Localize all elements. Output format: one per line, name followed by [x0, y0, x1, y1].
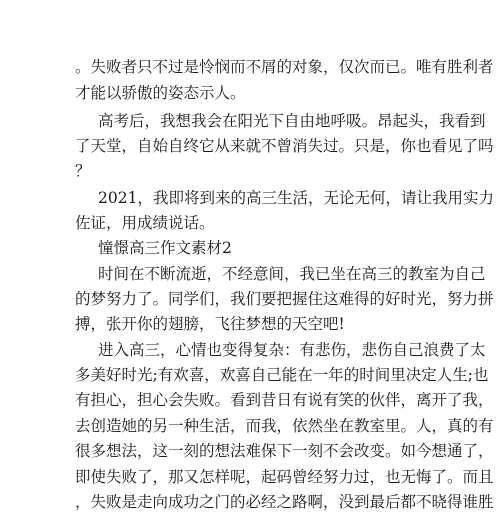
section-heading: 憧憬高三作文素材2 — [98, 239, 232, 257]
text-line: 进入高三，心情也变得复杂：有悲伤，悲伤自己浪费了太 — [98, 341, 486, 359]
text-line: 很多想法，这一刻的想法难保下一刻不会改变。如今想通了， — [75, 442, 494, 460]
text-line: 高考后，我想我会在阳光下自由地呼吸。昂起头，我看到 — [98, 112, 486, 130]
text-line: 的梦努力了。同学们，我们要把握住这难得的好时光，努力拼 — [75, 290, 494, 308]
text-line: 去创造她的另一种生活，而我，依然坐在教室里。人，真的有 — [75, 417, 494, 435]
text-line: 时间在不断流逝，不经意间，我已坐在高三的教室为自己 — [98, 265, 486, 283]
text-line: 了天堂，自始自终它从来就不曾消失过。只是，你也看见了吗 — [75, 137, 494, 155]
text-line: 。失败者只不过是怜悯而不屑的对象，仅次而已。唯有胜利者 — [75, 58, 494, 76]
text-line: 2021，我即将到来的高三生活，无论无何，请让我用实力 — [98, 189, 494, 207]
text-line: 佐证，用成绩说话。 — [75, 214, 215, 232]
text-line: 即使失败了，那又怎样呢，起码曾经努力过，也无悔了。而且 — [75, 468, 494, 486]
text-line: ？ — [75, 162, 91, 180]
text-line: ，失败是走向成功之门的必经之路啊，没到最后都不晓得谁胜 — [75, 493, 494, 511]
text-line: 多美好时光;有欢喜，欢喜自己能在一年的时间里决定人生;也 — [75, 366, 489, 384]
text-line: 有担心，担心会失败。看到昔日有说有笑的伙伴，离开了我， — [75, 391, 494, 409]
text-line: 搏，张开你的翅膀，飞往梦想的天空吧! — [75, 315, 345, 333]
text-line: 才能以骄傲的姿态示人。 — [75, 84, 246, 102]
